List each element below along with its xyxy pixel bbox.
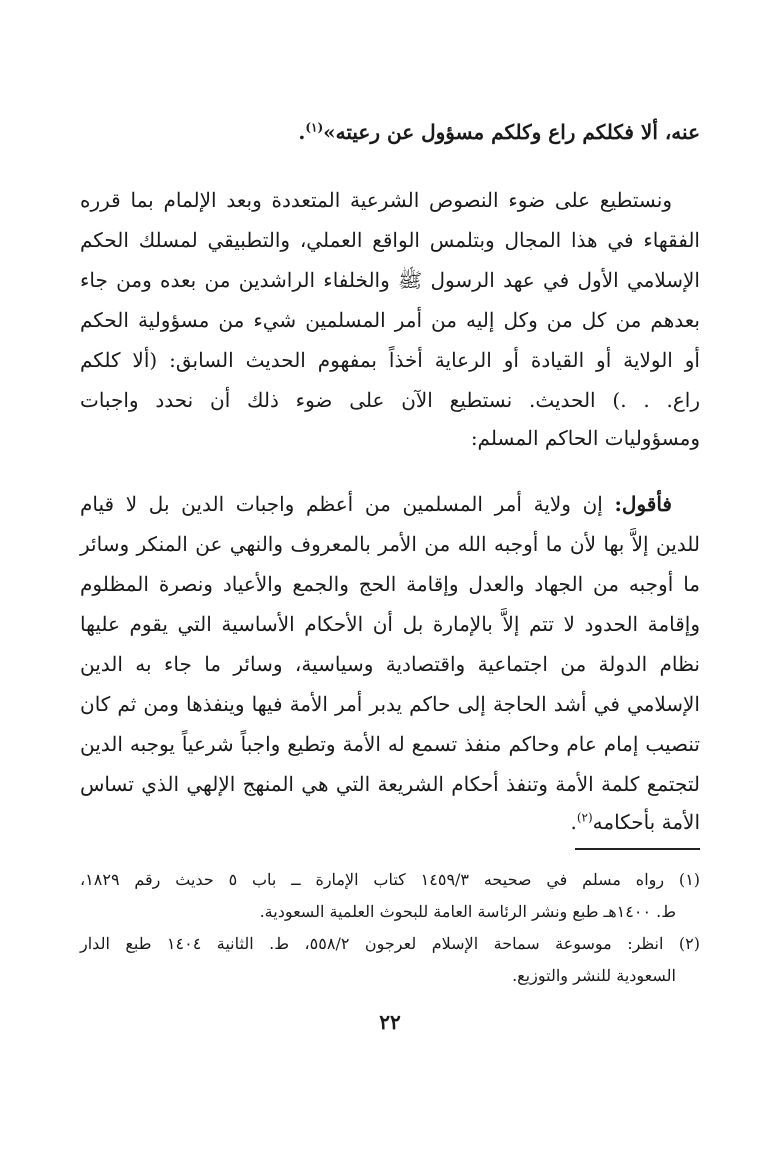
- paragraph-3-line-9-text: الأمة بأحكامه: [592, 810, 700, 834]
- paragraph-3-line-3: ما أوجبه من الجهاد والعدل وإقامة الحج والجمع والأعياد ونصرة المظلوم: [80, 572, 700, 596]
- footnote-1-line-1: (١) رواه مسلم في صحيحه ١٤٥٩/٣ كتاب الإمارة ــ باب ٥ حديث رقم ١٨٢٩،: [80, 870, 701, 889]
- footnote-separator: [575, 848, 700, 850]
- paragraph-3-line-1: [80, 490, 700, 518]
- paragraph-2-line-3: الإسلامي الأول في عهد الرسول ﷺ والخلفاء الراشدين من بعده ومن جاء: [80, 268, 700, 292]
- paragraph-3-line-1-text: إن ولاية أمر المسلمين من أعظم واجبات الدين بل لا قيام: [80, 492, 615, 516]
- paragraph-3-line-5: نظام الدولة من اجتماعية واقتصادية وسياسية، وسائر ما جاء به الدين: [80, 652, 700, 676]
- hadith-closing-line: [80, 118, 700, 146]
- hadith-closing-text: عنه، ألا فكلكم راع وكلكم مسؤول عن رعيته»: [323, 120, 700, 144]
- paragraph-3-line-4: وإقامة الحدود لا تتم إلاَّ بالإمارة بل أن الأحكام الأساسية التي يقوم عليها: [80, 612, 700, 636]
- paragraph-2-line-4: بعدهم من كل من وكل إليه من أمر المسلمين شيء من مسؤولية الحكم: [80, 308, 700, 332]
- page-number: ٢٢: [379, 1010, 401, 1034]
- paragraph-2-line-2: الفقهاء في هذا المجال وبتلمس الواقع العملي، والتطبيقي لمسلك الحكم: [80, 228, 700, 252]
- paragraph-3-line-9-period: .: [570, 810, 577, 834]
- paragraph-3-line-7: تنصيب إمام عام وحاكم منفذ تسمع له الأمة وتطيع واجباً شرعياً يوجبه الدين: [80, 732, 700, 756]
- footnote-1-line-2: ط. ١٤٠٠هـ طبع ونشر الرئاسة العامة للبحوث العلمية السعودية.: [259, 902, 676, 921]
- hadith-closing-period: .: [298, 120, 306, 144]
- paragraph-2-line-1: ونستطيع على ضوء النصوص الشرعية المتعددة وبعد الإلمام بما قرره: [80, 188, 672, 212]
- book-page: [80, 0, 700, 1156]
- paragraph-3-line-8: لتجتمع كلمة الأمة وتنفذ أحكام الشريعة التي هي المنهج الإلهي الذي تساس: [80, 772, 700, 796]
- footnote-reference-1: (١): [305, 120, 324, 135]
- paragraph-3-line-2: للدين إلاَّ بها لأن ما أوجبه الله من الأمر بالمعروف والنهي عن المنكر وسائر: [80, 532, 700, 556]
- paragraph-2-line-5: أو الولاية أو القيادة أو الرعاية أخذاً بمفهوم الحديث السابق: (ألا كلكم: [80, 348, 700, 372]
- footnote-2-line-2: السعودية للنشر والتوزيع.: [512, 966, 676, 985]
- paragraph-3-line-6: الإسلامي في أشد الحاجة إلى حاكم يدبر أمر الأمة فيها وينفذها ومن ثم كان: [80, 692, 700, 716]
- paragraph-3-lead-word: فأقول:: [614, 492, 672, 516]
- paragraph-2-line-6: راع. . .) الحديث. نستطيع الآن على ضوء ذلك أن نحدد واجبات: [80, 388, 700, 412]
- footnote-reference-2: (٢): [576, 810, 593, 825]
- paragraph-3-line-9: [80, 808, 700, 836]
- paragraph-2-line-7: ومسؤوليات الحاكم المسلم:: [470, 426, 700, 450]
- footnote-2-line-1: (٢) انظر: موسوعة سماحة الإسلام لعرجون ٥٥٨/٢، ط. الثانية ١٤٠٤ طبع الدار: [80, 934, 700, 953]
